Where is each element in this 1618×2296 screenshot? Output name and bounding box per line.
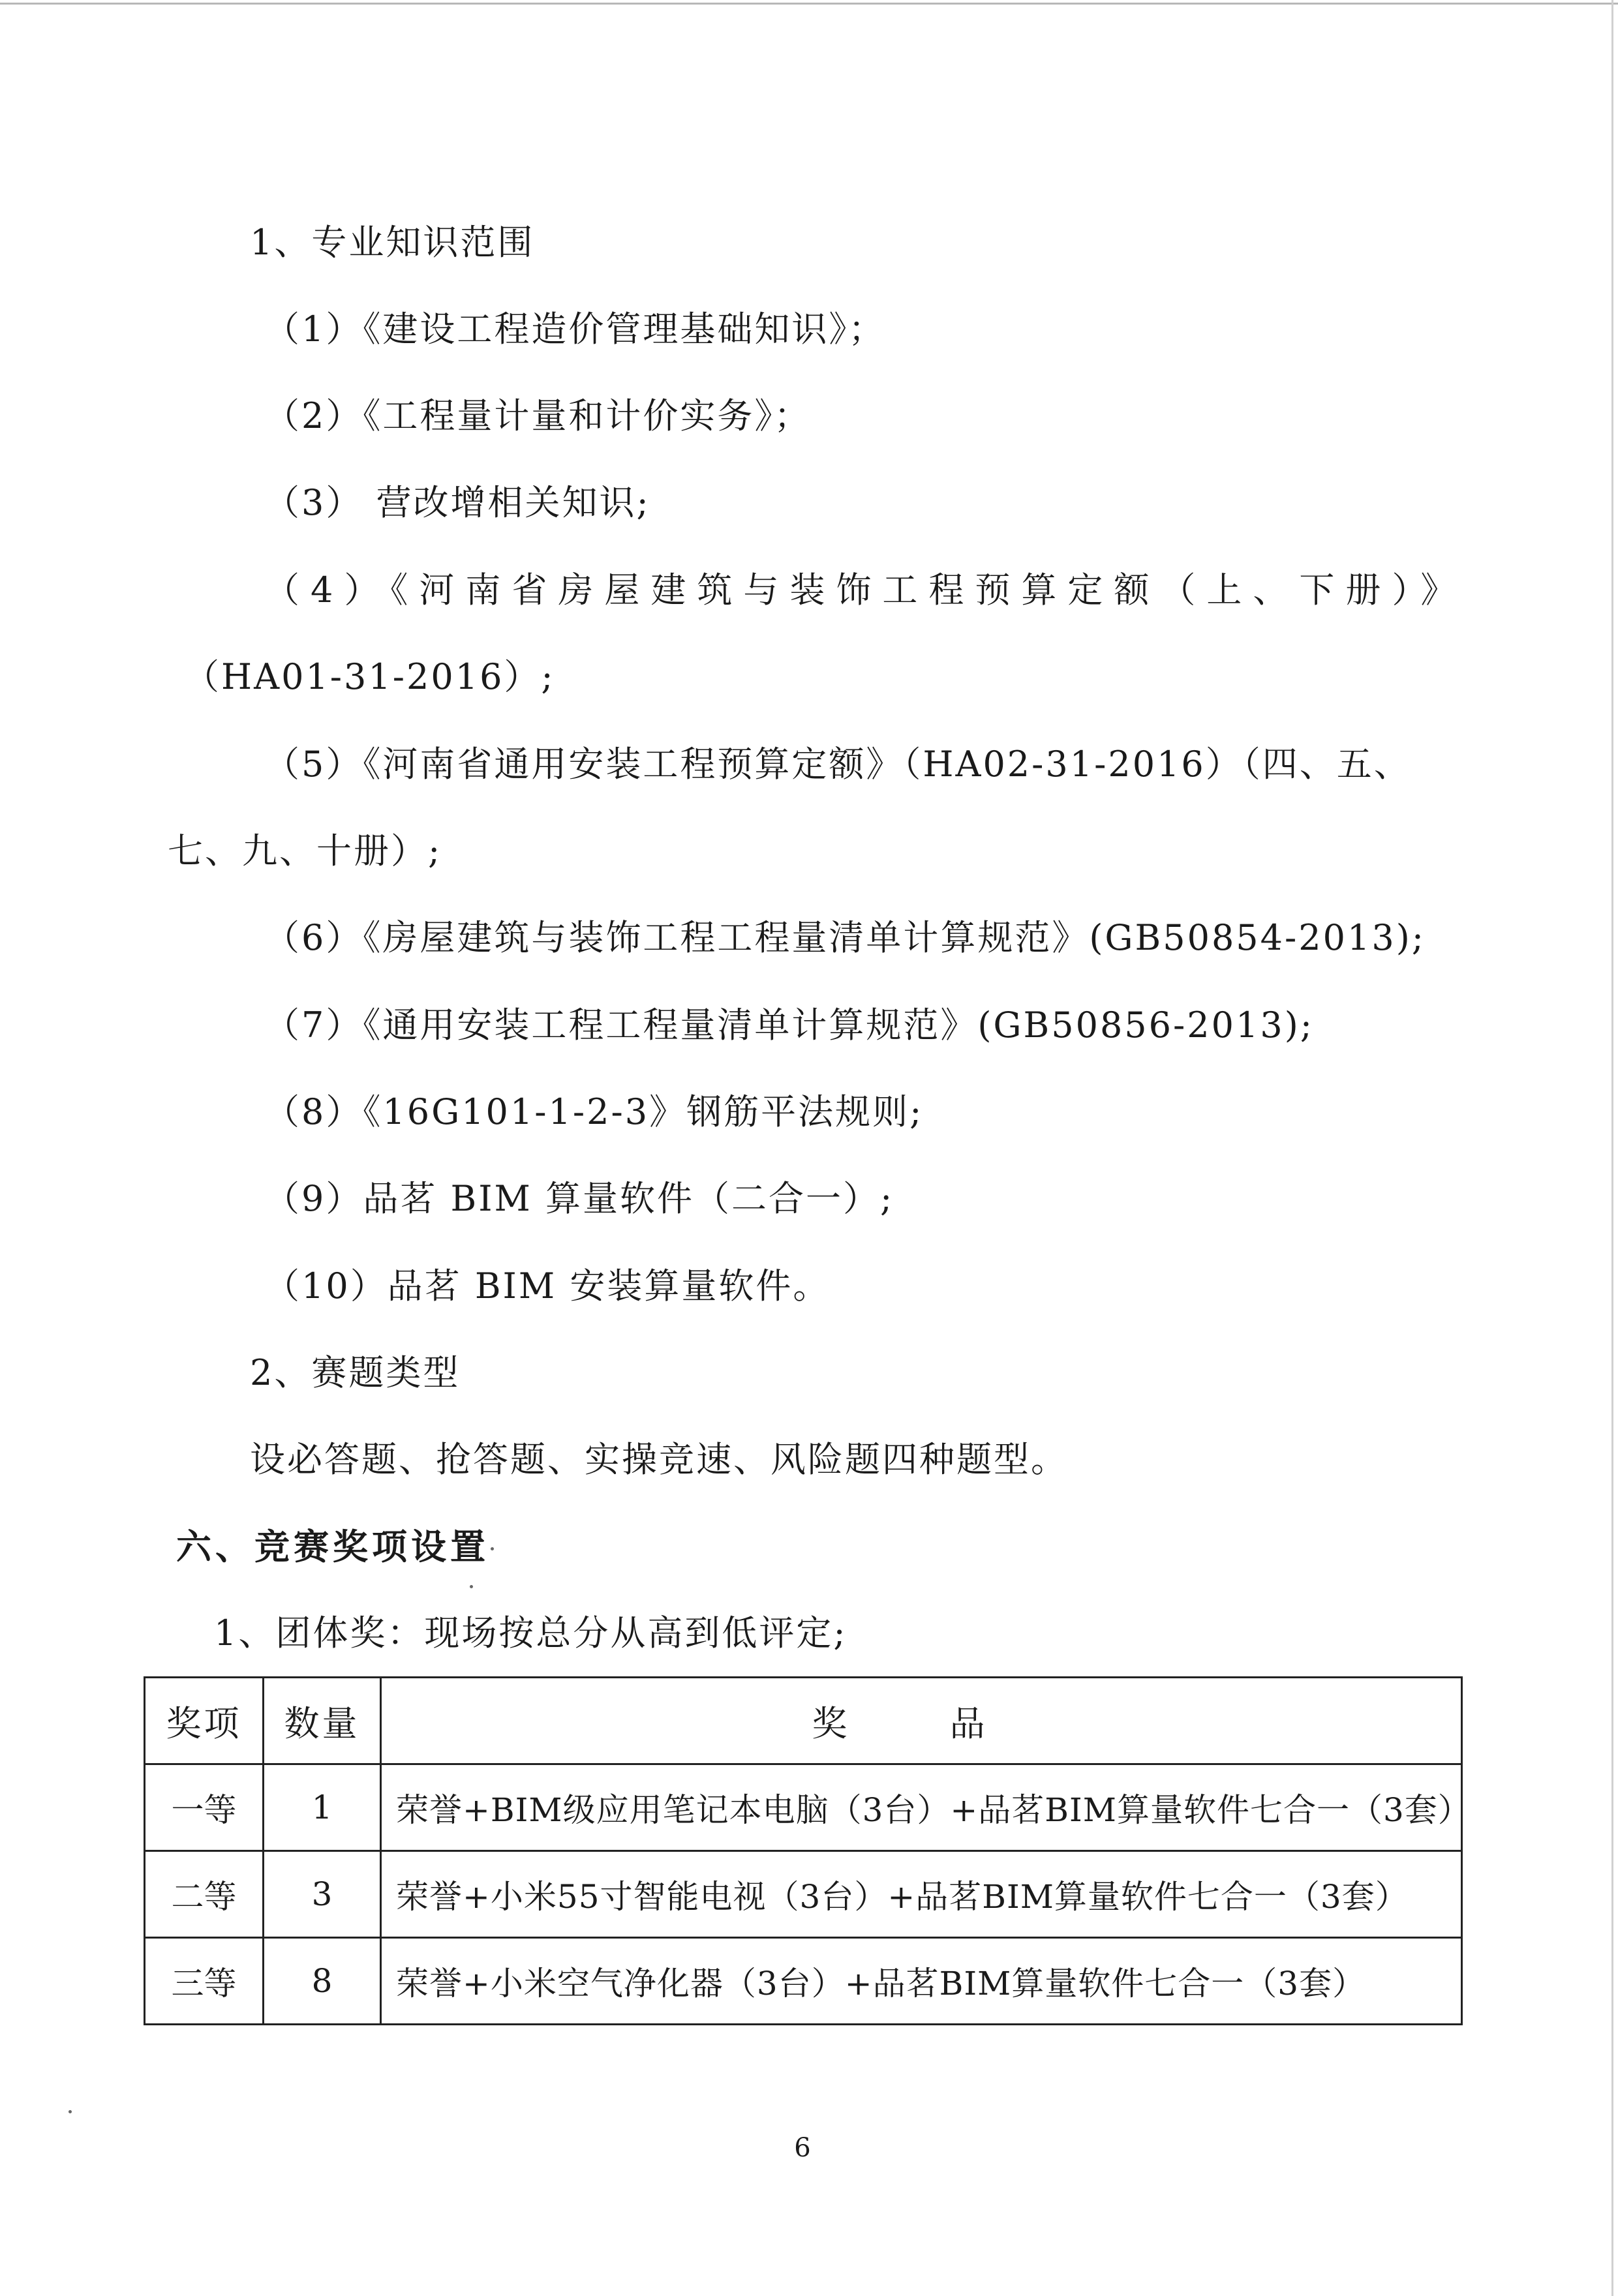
award-count: 8 bbox=[264, 1938, 381, 2025]
section-knowledge-scope: 1、专业知识范围 bbox=[250, 222, 535, 263]
section-question-types: 2、赛题类型 bbox=[250, 1352, 461, 1393]
list-item-9: （9）品茗 BIM 算量软件（二合一）; bbox=[264, 1178, 894, 1219]
scan-top-edge bbox=[0, 3, 1618, 5]
list-item-7: （7）《通用安装工程工程量清单计算规范》(GB50856-2013); bbox=[264, 1004, 1314, 1046]
list-item-5: （5）《河南省通用安装工程预算定额》（HA02-31-2016）（四、五、 bbox=[264, 744, 1411, 785]
table-row bbox=[145, 1851, 1462, 1938]
header-count: 数量 bbox=[264, 1678, 381, 1764]
list-item-10: （10）品茗 BIM 安装算量软件。 bbox=[264, 1265, 831, 1307]
award-rank: 二等 bbox=[145, 1851, 264, 1938]
award-count: 1 bbox=[264, 1764, 381, 1851]
list-item-4-code: （HA01-31-2016）; bbox=[184, 656, 555, 697]
list-item-3: （3） 营改增相关知识; bbox=[264, 482, 650, 523]
list-item-1: （1）《建设工程造价管理基础知识》； bbox=[264, 309, 886, 350]
list-item-8: （8）《16G101-1-2-3》钢筋平法规则; bbox=[264, 1091, 924, 1132]
question-types-text: 设必答题、抢答题、实操竞速、风险题四种题型。 bbox=[250, 1439, 1068, 1480]
scan-speck bbox=[69, 2110, 72, 2113]
award-rank: 三等 bbox=[145, 1938, 264, 2025]
award-prize: 荣誉+小米55寸智能电视（3台）+品茗BIM算量软件七合一（3套） bbox=[381, 1851, 1462, 1938]
header-award: 奖项 bbox=[145, 1678, 264, 1764]
heading-awards: 六、竞赛奖项设置 bbox=[176, 1526, 489, 1567]
prize-table bbox=[144, 1676, 1471, 2025]
table-row bbox=[145, 1764, 1462, 1851]
scan-right-edge bbox=[1611, 0, 1613, 2296]
award-count: 3 bbox=[264, 1851, 381, 1938]
scan-speck bbox=[470, 1585, 473, 1588]
table-header-row bbox=[145, 1678, 1462, 1764]
award-prize: 荣誉+BIM级应用笔记本电脑（3台）+品茗BIM算量软件七合一（3套） bbox=[381, 1764, 1462, 1851]
list-item-4: （4）《河南省房屋建筑与装饰工程预算定额（上、下册）》 bbox=[264, 569, 1467, 611]
award-rank: 一等 bbox=[145, 1764, 264, 1851]
header-prize: 奖 品 bbox=[381, 1678, 1462, 1764]
table-row bbox=[145, 1938, 1462, 2025]
list-item-6: （6）《房屋建筑与装饰工程工程量清单计算规范》(GB50854-2013); bbox=[264, 917, 1426, 958]
list-item-2: （2）《工程量计量和计价实务》； bbox=[264, 395, 812, 436]
award-prize: 荣誉+小米空气净化器（3台）+品茗BIM算量软件七合一（3套） bbox=[381, 1938, 1462, 2025]
scan-speck bbox=[491, 1547, 494, 1550]
page-number: 6 bbox=[794, 2133, 811, 2163]
list-item-5-cont: 七、九、十册）; bbox=[168, 830, 442, 871]
team-award-text: 1、团体奖：现场按总分从高到低评定; bbox=[214, 1612, 847, 1654]
